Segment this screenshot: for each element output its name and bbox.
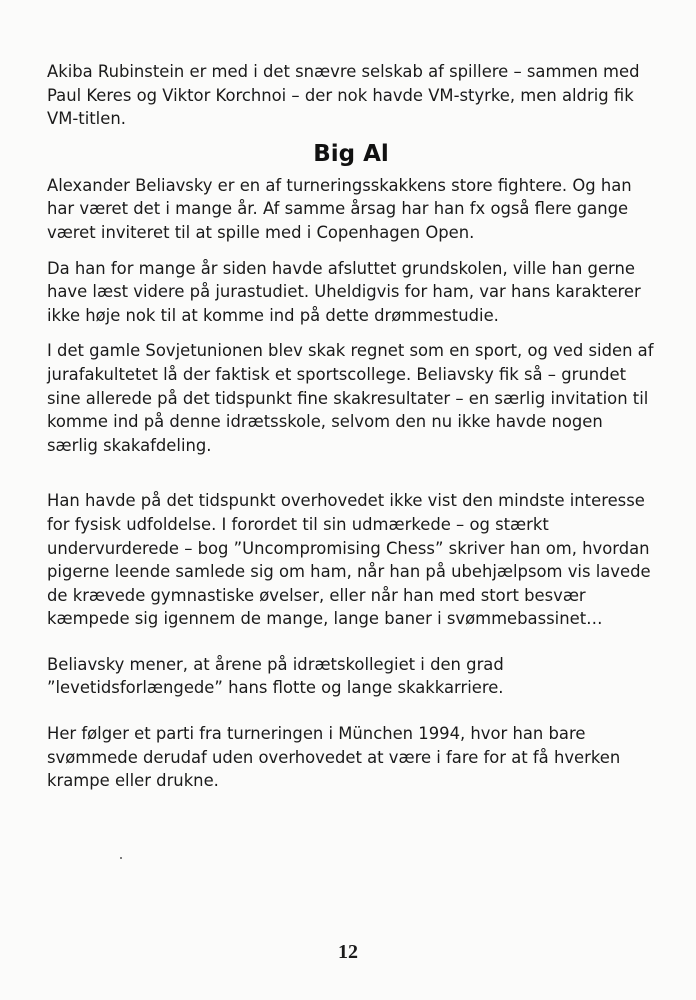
paragraph-4: Han havde på det tidspunkt overhovedet ikke vist den mindste interesse for fysisk udfoldelse. I forordet til sin udmærkede – og stærkt undervurderede – bog ”Uncompromising Chess” skriver han om, hvordan pigerne leende samlede sig om ham, når han på ubehjælpsom vis lavede de krævede gymnastiske øvelser, eller når han med stort besvær kæmpede sig igennem de mange, lange baner i svømmebassinet… <box>47 491 651 629</box>
body-text <box>47 60 655 793</box>
paragraph-5: Beliavsky mener, at årene på idrætskollegiet i den grad ”levetidsforlængede” hans flotte og lange skakkarriere. <box>47 654 504 698</box>
ink-speck <box>120 857 122 859</box>
paragraph-1: Alexander Beliavsky er en af turneringsskakkens store fightere. Og han har været det i mange år. Af samme årsag har han fx også flere gange været inviteret til at spille med i Copenhagen Open. <box>47 175 632 242</box>
page-number: 12 <box>338 941 358 963</box>
section-title: Big Al <box>313 140 389 167</box>
paragraph-2: Da han for mange år siden havde afsluttet grundskolen, ville han gerne have læst videre på jurastudiet. Uheldigvis for ham, var hans karakterer ikke høje nok til at komme ind på dette drømmestudie. <box>47 258 641 325</box>
intro-paragraph: Akiba Rubinstein er med i det snævre selskab af spillere – sammen med Paul Keres og Viktor Korchnoi – der nok havde VM-styrke, men aldrig fik VM-titlen. <box>47 62 640 129</box>
paragraph-3: I det gamle Sovjetunionen blev skak regnet som en sport, og ved siden af jurafakultetet lå der faktisk et sportscollege. Beliavsky fik så – grundet sine allerede på det tidspunkt fine skakresultater – en særlig invitation til komme ind på denne idrætsskole, selvom den nu ikke havde nogen særlig skakafdeling. <box>47 341 654 455</box>
paragraph-6: Her følger et parti fra turneringen i München 1994, hvor han bare svømmede derudaf uden overhovedet at være i fare for at få hverken krampe eller drukne. <box>47 724 621 791</box>
